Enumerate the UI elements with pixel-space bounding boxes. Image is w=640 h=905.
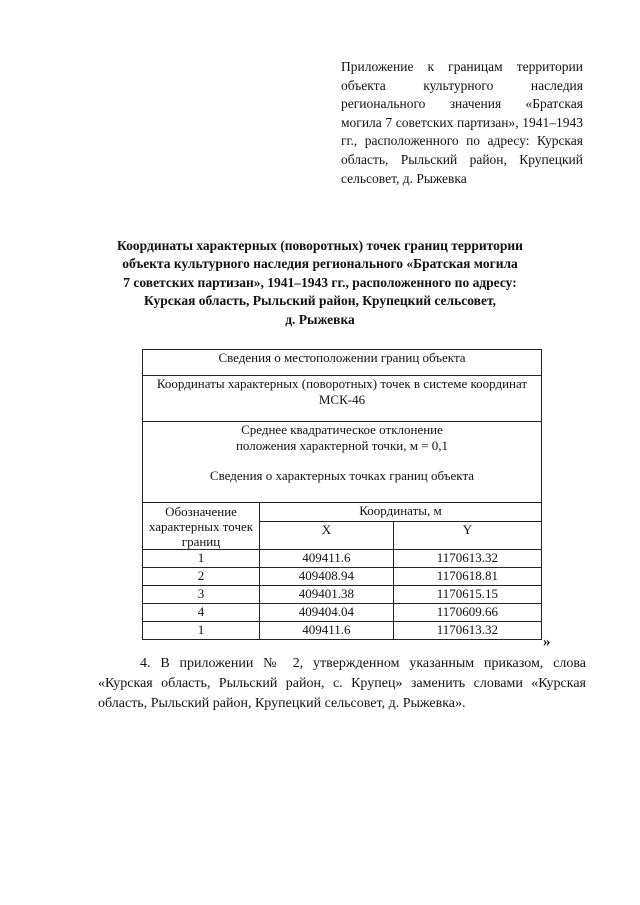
title-line: д. Рыжевка (285, 311, 355, 327)
x-value: 409401.38 (260, 586, 394, 604)
point-number: 1 (143, 550, 260, 568)
coordinates-header: Координаты, м (260, 503, 542, 522)
closing-quote: » (543, 634, 551, 650)
x-header: X (260, 521, 394, 549)
coordinate-system-name: МСК-46 (318, 392, 366, 407)
x-value: 409411.6 (260, 550, 394, 568)
table-row (143, 568, 542, 586)
table-row (143, 586, 542, 604)
deviation-cell (143, 422, 542, 503)
appendix-note: Приложение к границам территории объекта культурного наследия регионального значения «Братская могила 7 советских партизан», 1941–1943 гг., расположенного по адресу: Курская область, Рыльский район, Крупецкий сельсовет, д. Рыжевка (341, 59, 583, 186)
document-title (80, 237, 560, 329)
deviation-text: Среднее квадратическое отклонение (241, 422, 443, 437)
table-row (143, 550, 542, 568)
point-number: 1 (143, 622, 260, 640)
amendment-text: 4. В приложении № 2, утвержденном указанным приказом, слова «Курская область, Рыльский район, с. Крупец» заменить словами «Курская область, Рыльский район, Крупецкий сельсовет, д. Рыжевка». (98, 656, 586, 711)
y-value: 1170618.81 (393, 568, 541, 586)
title-line: объекта культурного наследия регионального «Братская могила (122, 256, 518, 272)
amendment-paragraph (98, 654, 586, 714)
coordinates-table (142, 349, 542, 640)
designation-header: Обозначение характерных точек границ (143, 503, 260, 550)
y-value: 1170613.32 (393, 622, 541, 640)
y-value: 1170609.66 (393, 604, 541, 622)
table-row (143, 604, 542, 622)
title-line: 7 советских партизан», 1941–1943 гг., расположенного по адресу: (123, 274, 517, 290)
title-line: Курская область, Рыльский район, Крупецкий сельсовет, (144, 293, 496, 309)
table-row (143, 622, 542, 640)
y-value: 1170613.32 (393, 550, 541, 568)
y-header: Y (393, 521, 541, 549)
point-number: 4 (143, 604, 260, 622)
location-header-cell: Сведения о местоположении границ объекта (143, 350, 542, 376)
y-value: 1170615.15 (393, 586, 541, 604)
x-value: 409404.04 (260, 604, 394, 622)
x-value: 409411.6 (260, 622, 394, 640)
table-row (143, 350, 542, 376)
table-row (143, 376, 542, 422)
points-info-text: Сведения о характерных точках границ объекта (209, 468, 475, 483)
title-line: Координаты характерных (поворотных) точек границ территории (117, 238, 523, 253)
point-number: 2 (143, 568, 260, 586)
coordinate-system-text: Координаты характерных (поворотных) точек в системе координат (156, 376, 528, 391)
deviation-value: положения характерной точки, м = 0,1 (235, 438, 449, 453)
point-number: 3 (143, 586, 260, 604)
coordinate-system-cell (143, 376, 542, 422)
table-row (143, 422, 542, 503)
x-value: 409408.94 (260, 568, 394, 586)
table-header-row (143, 503, 542, 522)
